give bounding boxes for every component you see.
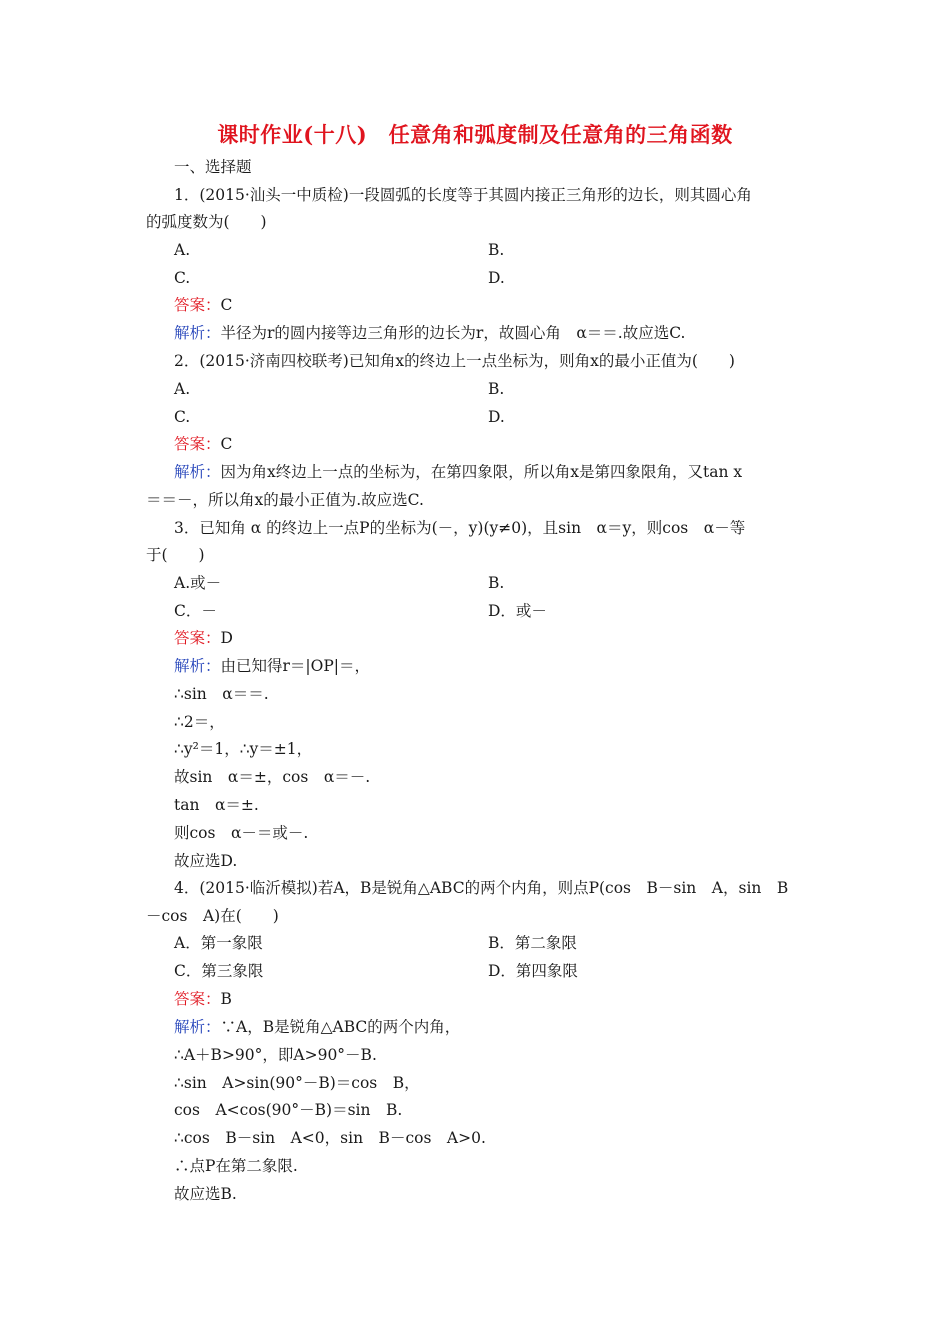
q4-stem: 4．(2015·临沂模拟)若A，B是锐角△ABC的两个内角，则点P(cos B－sin A，sin B bbox=[174, 879, 789, 897]
q2-analysis-text: 因为角x终边上一点的坐标为，在第四象限，所以角x是第四象限角，又tan x bbox=[220, 463, 743, 481]
q4-step: cos A<cos(90°－B)＝sin B. bbox=[174, 1101, 403, 1119]
q1-option-a: A. bbox=[174, 241, 191, 259]
q4-step: ∵A，B是锐角△ABC的两个内角， bbox=[220, 1018, 461, 1036]
q1-answer bbox=[174, 294, 232, 316]
q2-analysis-cont: ＝＝－，所以角x的最小正值为.故应选C. bbox=[146, 491, 424, 509]
q1-analysis bbox=[174, 322, 685, 344]
q3-option-c: C．－ bbox=[174, 602, 217, 620]
q1-analysis-text: 半径为r的圆内接等边三角形的边长为r，故圆心角 α＝＝.故应选C. bbox=[220, 324, 686, 342]
analysis-label: 解析： bbox=[174, 1018, 221, 1036]
q2-analysis bbox=[174, 461, 742, 483]
answer-label: 答案： bbox=[174, 296, 221, 314]
answer-label: 答案： bbox=[174, 990, 221, 1008]
q3-answer-value: D bbox=[220, 629, 233, 647]
q4-analysis bbox=[174, 1016, 460, 1038]
q3-step: tan α＝±. bbox=[174, 796, 259, 814]
analysis-label: 解析： bbox=[174, 324, 221, 342]
q1-stem: 1．(2015·汕头一中质检)一段圆弧的长度等于其圆内接正三角形的边长，则其圆心角 bbox=[174, 186, 752, 204]
q3-answer bbox=[174, 627, 233, 649]
q2-answer-value: C bbox=[220, 435, 233, 453]
q2-option-a: A. bbox=[174, 380, 191, 398]
q2-stem: 2．(2015·济南四校联考)已知角x的终边上一点坐标为，则角x的最小正值为( ) bbox=[174, 352, 735, 370]
q4-step: ∴cos B－sin A<0，sin B－cos A>0. bbox=[174, 1129, 486, 1147]
q4-step: 故应选B. bbox=[174, 1185, 237, 1203]
q2-option-b: B. bbox=[488, 380, 505, 398]
answer-label: 答案： bbox=[174, 629, 221, 647]
analysis-label: 解析： bbox=[174, 463, 221, 481]
q3-option-a: A.或－ bbox=[174, 574, 222, 592]
q4-answer-value: B bbox=[220, 990, 232, 1008]
answer-label: 答案： bbox=[174, 435, 221, 453]
q3-option-d: D．或－ bbox=[488, 602, 547, 620]
q4-option-a: A．第一象限 bbox=[174, 934, 263, 952]
q4-step: ∴A＋B>90°，即A>90°－B. bbox=[174, 1046, 377, 1064]
q3-stem-cont: 于( ) bbox=[146, 546, 205, 564]
q3-step: ∴y²＝1，∴y＝±1， bbox=[174, 740, 313, 758]
q3-step: ∴sin α＝＝. bbox=[174, 685, 269, 703]
q4-option-d: D．第四象限 bbox=[488, 962, 578, 980]
q2-option-d: D. bbox=[488, 408, 505, 426]
q4-option-b: B．第二象限 bbox=[488, 934, 577, 952]
q3-stem: 3．已知角 α 的终边上一点P的坐标为(－，y)(y≠0)，且sin α＝y，则cos α－等 bbox=[174, 519, 746, 537]
section-heading: 一、选择题 bbox=[174, 158, 252, 176]
q2-option-c: C. bbox=[174, 408, 191, 426]
q3-step: 故sin α＝±，cos α＝－. bbox=[174, 768, 371, 786]
analysis-label: 解析： bbox=[174, 657, 221, 675]
q3-option-b: B. bbox=[488, 574, 505, 592]
q1-option-c: C. bbox=[174, 269, 191, 287]
q3-step: 由已知得r＝|OP|＝， bbox=[220, 657, 371, 675]
page-title: 课时作业(十八) 任意角和弧度制及任意角的三角函数 bbox=[217, 122, 733, 147]
q4-answer bbox=[174, 988, 232, 1010]
q4-option-c: C．第三象限 bbox=[174, 962, 264, 980]
q4-stem-cont: －cos A)在( ) bbox=[146, 907, 279, 925]
q3-analysis bbox=[174, 655, 370, 677]
q4-step: ∴sin A>sin(90°－B)＝cos B， bbox=[174, 1074, 420, 1092]
q1-stem-cont: 的弧度数为( ) bbox=[146, 213, 267, 231]
q1-option-d: D. bbox=[488, 269, 505, 287]
q1-option-b: B. bbox=[488, 241, 505, 259]
q1-answer-value: C bbox=[220, 296, 233, 314]
q3-step: 则cos α－＝或－. bbox=[174, 824, 309, 842]
q3-step: 故应选D. bbox=[174, 852, 238, 870]
q3-step: ∴2＝， bbox=[174, 713, 225, 731]
q2-answer bbox=[174, 433, 232, 455]
q4-step: ∴点P在第二象限. bbox=[174, 1157, 298, 1175]
